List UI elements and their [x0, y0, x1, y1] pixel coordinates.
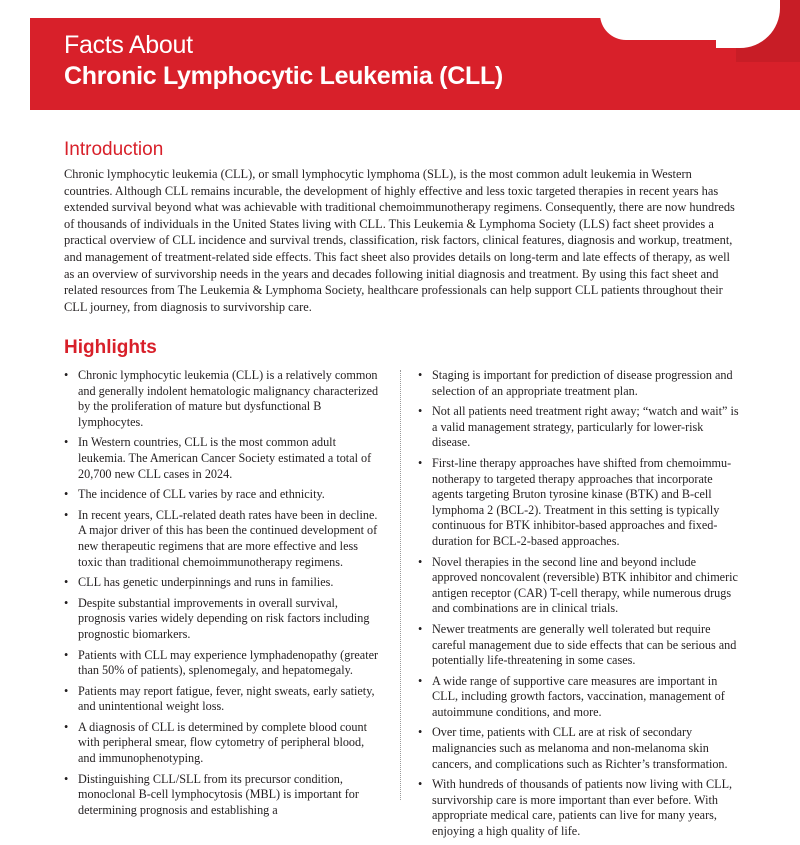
column-divider — [400, 370, 401, 800]
highlight-item: • Staging is important for prediction of disease progression and selection of an appropriate treatment plan. — [418, 368, 742, 399]
highlight-item: • The incidence of CLL varies by race and ethnicity. — [64, 487, 384, 503]
header-tab-decoration — [600, 0, 745, 40]
highlight-item: • Chronic lymphocytic leukemia (CLL) is a relatively common and generally indolent hematologic malignancy characterized by the proliferation of mature but dysfunctional B lymphocytes. — [64, 368, 384, 430]
highlight-item: • Over time, patients with CLL are at risk of secondary malignancies such as melanoma and non-melanoma skin cancers, and complications such as Richter’s transformation. — [418, 725, 742, 772]
highlight-item: • Novel therapies in the second line and beyond include approved noncovalent (reversible) BTK inhibitor and chimeric antigen receptor (CAR) T-cell therapy, while numerous drugs and combinations are in clinical trials. — [418, 555, 742, 617]
highlight-item: • Despite substantial improvements in overall survival, prognosis varies widely depending on risk factors including prognostic biomarkers. — [64, 596, 384, 643]
highlight-item: • Not all patients need treatment right away; “watch and wait” is a valid management strategy, particularly for lower-risk disease. — [418, 404, 742, 451]
highlights-right-list — [418, 368, 742, 840]
title-line-2: Chronic Lymphocytic Leukemia (CLL) — [64, 62, 503, 90]
title-line-1: Facts About — [64, 31, 193, 59]
highlight-item: • Patients may report fatigue, fever, night sweats, early satiety, and unintentional weight loss. — [64, 684, 384, 715]
highlight-item: • A wide range of supportive care measures are important in CLL, including growth factors, vaccination, management of autoimmune conditions, and more. — [418, 674, 742, 721]
highlight-item: • Patients with CLL may experience lymphadenopathy (greater than 50% of patients), splenomegaly, and hepatomegaly. — [64, 648, 384, 679]
header-corner-decoration — [736, 0, 800, 62]
highlights-left-column — [64, 368, 384, 823]
highlights-right-column — [418, 368, 742, 845]
highlight-item: • First-line therapy approaches have shifted from chemoimmu-notherapy to targeted therapy approaches that incorporate agents targeting Bruton tyrosine kinase (BTK) and B-cell lymphoma 2 (BCL-2). Treatment in this setting is typically continuous for BTK inhibitor-based approaches and fixed-duration for BCL-2-based approaches. — [418, 456, 742, 550]
highlight-item: • Newer treatments are generally well tolerated but require careful management due to side effects that can be serious and potentially life-threatening in some cases. — [418, 622, 742, 669]
highlight-item: • Distinguishing CLL/SLL from its precursor condition, monoclonal B-cell lymphocytosis (MBL) is important for determining prognosis and establishing a — [64, 772, 384, 819]
highlight-item: • In recent years, CLL-related death rates have been in decline. A major driver of this has been the continued development of new therapeutic regimens that are more effective and less toxic than traditional chemoimmunotherapy regimens. — [64, 508, 384, 570]
highlight-item: • In Western countries, CLL is the most common adult leukemia. The American Cancer Society estimated a total of 20,700 new CLL cases in 2024. — [64, 435, 384, 482]
highlights-left-list — [64, 368, 384, 818]
highlights-heading: Highlights — [64, 337, 157, 358]
introduction-body: Chronic lymphocytic leukemia (CLL), or small lymphocytic lymphoma (SLL), is the most common adult leukemia in Western countries. Although CLL remains incurable, the development of highly effective and less toxic targeted therapies in recent years has extended survival beyond what was achievable with traditional chemoimmunotherapy regimens. Consequently, there are now hundreds of thousands of individuals in the United States living with CLL. This Leukemia & Lymphoma Society (LLS) fact sheet provides a practical overview of CLL incidence and survival trends, classification, risk factors, clinical features, diagnosis and workup, treatment, and management of treatment-related side effects. This fact sheet also provides details on long-term and late effects of therapy, as well as an overview of survivorship needs in the years and decades following initial diagnosis and treatment. By using this fact sheet and related resources from The Leukemia & Lymphoma Society, healthcare professionals can help support CLL patients throughout their CLL journey, from diagnosis to survivorship care. — [64, 167, 735, 314]
highlight-item: • A diagnosis of CLL is determined by complete blood count with peripheral smear, flow cytometry of peripheral blood, and immunophenotyping. — [64, 720, 384, 767]
highlight-item: • CLL has genetic underpinnings and runs in families. — [64, 575, 384, 591]
page-title — [64, 30, 503, 92]
introduction-heading: Introduction — [64, 139, 164, 160]
highlight-item: • With hundreds of thousands of patients now living with CLL, survivorship care is more important than ever before. With appropriate medical care, patients can live for many years, enjoying a high quality of life. — [418, 777, 742, 839]
